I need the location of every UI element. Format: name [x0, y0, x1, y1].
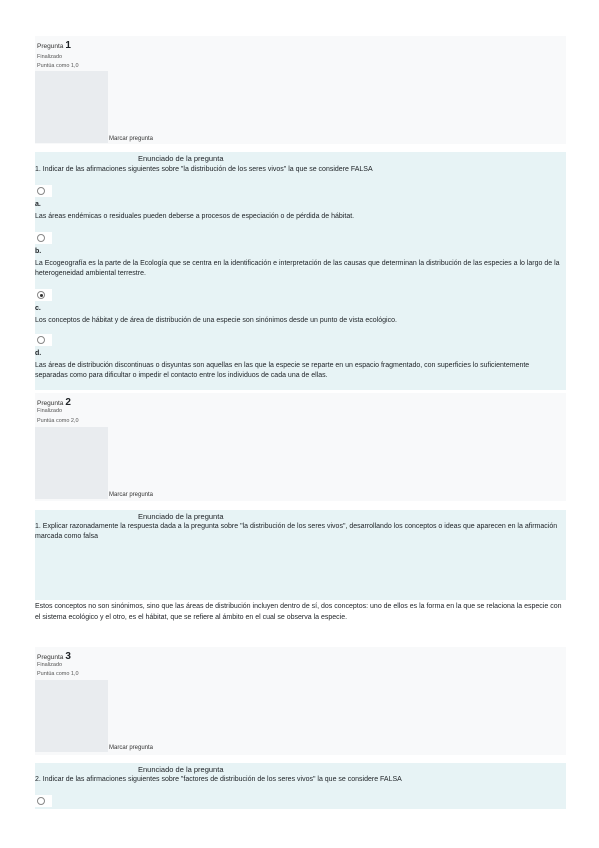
question-3-text: 2. Indicar de las afirmaciones siguientes sobre "factores de distribución de los seres vivos" la que se considere FALSA [35, 776, 402, 783]
question-2-number: 2 [65, 397, 71, 408]
option-c-text[interactable]: Los conceptos de hábitat y de área de distribución de una especie son sinónimos desde un punto de vista ecológico. [35, 317, 397, 324]
question-1-info [35, 36, 566, 144]
question-2-answer: Estos conceptos no son sinónimos, sino que las áreas de distribución incluyen dentro de sí, dos conceptos: uno de ellos es la forma en la que se relaciona la especie con el sistema ecológico y el otro, es el hábitat, que se refiere al ámbito en el cual se observa la especie. [35, 603, 562, 621]
question-2-label: Pregunta 2 [37, 397, 71, 408]
question-2-status: Finalizado [37, 408, 63, 414]
question-1-status: Finalizado [37, 54, 63, 60]
question-1-number: 1 [65, 40, 71, 51]
flag-question-1-link[interactable]: Marcar pregunta [109, 136, 154, 142]
option-b-radio[interactable] [37, 234, 45, 242]
flag-question-3-link[interactable]: Marcar pregunta [109, 745, 154, 751]
option-c-radio-wrap[interactable] [35, 289, 52, 301]
question-2-heading: Enunciado de la pregunta [138, 512, 224, 521]
option-b-radio-wrap[interactable] [35, 232, 52, 244]
option-c-letter: c. [35, 305, 41, 312]
question-3-score: Puntúa como 1,0 [37, 671, 79, 677]
question-2-content [35, 510, 566, 600]
question-3-info [35, 647, 566, 755]
option-d-radio[interactable] [37, 336, 45, 344]
flag-question-2-link[interactable]: Marcar pregunta [109, 492, 154, 498]
question-2-info [35, 393, 566, 501]
question-3-label: Pregunta 3 [37, 651, 71, 662]
flag-question-icon[interactable] [35, 680, 108, 752]
q3-option-a-radio-wrap[interactable] [35, 795, 52, 807]
question-2-text: 1. Explicar razonadamente la respuesta dada a la pregunta sobre "la distribución de los seres vivos", desarrollando los conceptos o ideas que aparecen en la afirmación marcada como falsa [35, 523, 558, 540]
flag-question-icon[interactable] [35, 427, 108, 499]
q3-option-a-radio[interactable] [37, 797, 45, 805]
question-3-status: Finalizado [37, 662, 63, 668]
question-3-number: 3 [65, 651, 71, 662]
question-2-answer-area [35, 600, 566, 642]
flag-question-icon[interactable] [35, 71, 108, 143]
question-1-content [35, 152, 566, 390]
option-b-text[interactable]: La Ecogeografía es la parte de la Ecología que se centra en la identificación e interpretación de las causas que determinan la distribución de las especies a lo largo de la heterogeneidad ambiental terrestre. [35, 260, 560, 277]
option-d-text[interactable]: Las áreas de distribución discontinuas o disyuntas son aquellas en las que la especie se reparte en un espacio fragmentado, con superficies lo suficientemente separadas como para dificultar o impedir el contacto entre los individuos de cada una de ellas. [35, 362, 530, 379]
question-1-label: Pregunta 1 [37, 40, 71, 51]
option-d-radio-wrap[interactable] [35, 334, 52, 346]
option-a-radio-wrap[interactable] [35, 185, 52, 197]
option-b-letter: b. [35, 248, 42, 255]
question-3-content [35, 763, 566, 809]
question-3-heading: Enunciado de la pregunta [138, 765, 224, 774]
option-a-letter: a. [35, 201, 41, 208]
option-c-radio[interactable] [37, 291, 45, 299]
question-2-score: Puntúa como 2,0 [37, 418, 79, 424]
question-1-text: 1. Indicar de las afirmaciones siguientes sobre "la distribución de los seres vivos" la que se considere FALSA [35, 166, 373, 173]
option-d-letter: d. [35, 350, 42, 357]
option-a-radio[interactable] [37, 187, 45, 195]
question-1-score: Puntúa como 1,0 [37, 63, 79, 69]
question-1-heading: Enunciado de la pregunta [138, 154, 224, 163]
option-a-text[interactable]: Las áreas endémicas o residuales pueden deberse a procesos de especiación o de pérdida de hábitat. [35, 213, 355, 220]
